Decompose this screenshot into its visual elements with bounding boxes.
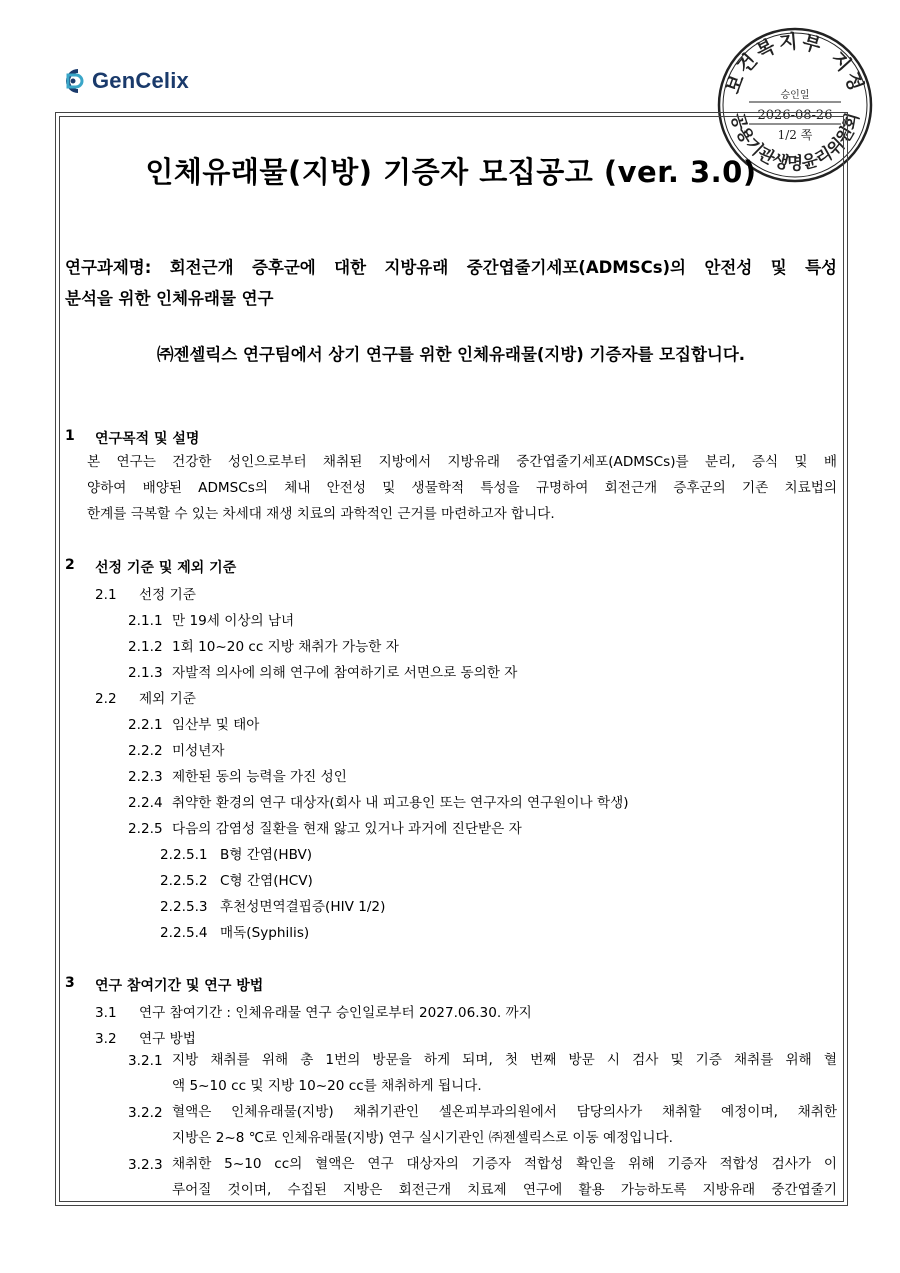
item-text: 연구 참여기간 : 인체유래물 연구 승인일로부터 2027.06.30. 까지 — [139, 1005, 532, 1021]
method-line: 지방은 2~8 ℃로 인체유래물(지방) 연구 실시기관인 ㈜젠셀릭스로 이동 예정입니다. — [172, 1130, 673, 1146]
item-number: 3.2.2 — [128, 1105, 163, 1121]
method-line: 혈액은 인체유래물(지방) 채취기관인 셀온피부과의원에서 담당의사가 채취할 예정이며, 채취한 — [172, 1104, 837, 1120]
item-number: 2.1 — [95, 587, 117, 603]
item-text: 취약한 환경의 연구 대상자(회사 내 피고용인 또는 연구자의 연구원이나 학생) — [172, 795, 629, 811]
paragraph-line: 한계를 극복할 수 있는 차세대 재생 치료의 과학적인 근거를 마련하고자 합니다. — [87, 506, 555, 522]
project-title-line-2: 분석을 위한 인체유래물 연구 — [65, 289, 274, 308]
seal-top-text: 보건복지부 지정 — [721, 30, 869, 97]
method-line: 액 5~10 cc 및 지방 10~20 cc를 채취하게 됩니다. — [172, 1078, 482, 1094]
item-text: 다음의 감염성 질환을 현재 앓고 있거나 과거에 진단받은 자 — [172, 821, 522, 837]
criteria-item — [128, 661, 517, 681]
item-number: 2.1.1 — [128, 613, 163, 629]
item-number: 2.1.3 — [128, 665, 163, 681]
disease-item — [160, 869, 313, 889]
item-number: 2.2.1 — [128, 717, 163, 733]
exclusion-item — [128, 739, 225, 759]
item-number: 3.2.1 — [128, 1053, 163, 1069]
seal-label: 승인일 — [780, 90, 810, 101]
paragraph-line: 양하여 배양된 ADMSCs의 체내 안전성 및 생물학적 특성을 규명하여 회전근개 증후군의 기존 치료법의 — [87, 480, 837, 496]
exclusion-item — [128, 765, 347, 785]
seal-bottom-text: 공용기관생명윤리위원회 — [726, 110, 864, 175]
page-title: 인체유래물(지방) 기증자 모집공고 (ver. 3.0) — [145, 155, 757, 189]
item-text: 후천성면역결핍증(HIV 1/2) — [220, 899, 386, 915]
section-number: 3 — [65, 975, 75, 991]
exclusion-item — [128, 713, 259, 733]
item-number: 2.2.5 — [128, 821, 163, 837]
paragraph-line: 본 연구는 건강한 성인으로부터 채취된 지방에서 지방유래 중간엽줄기세포(ADMSCs)를 분리, 증식 및 배 — [87, 454, 837, 470]
item-text: 자발적 의사에 의해 연구에 참여하기로 서면으로 동의한 자 — [172, 665, 518, 681]
item-text: 제외 기준 — [139, 691, 196, 707]
item-number: 2.2.2 — [128, 743, 163, 759]
criteria-item — [128, 635, 399, 655]
subsection-2-1 — [95, 583, 196, 603]
method-line: 지방 채취를 위해 총 1번의 방문을 하게 되며, 첫 번째 방문 시 검사 및 기증 채취를 위해 혈 — [172, 1052, 837, 1068]
project-title-line-1: 연구과제명: 회전근개 증후군에 대한 지방유래 중간엽줄기세포(ADMSCs)의 안전성 및 특성 — [65, 258, 837, 277]
item-number: 2.2.5.3 — [160, 899, 208, 915]
item-number: 2.2.5.4 — [160, 925, 208, 941]
section-title: 연구목적 및 설명 — [95, 431, 200, 447]
item-text: B형 간염(HBV) — [220, 847, 313, 863]
method-line: 루어질 것이며, 수집된 지방은 회전근개 치료제 연구에 활용 가능하도록 지방유래 중간엽줄기 — [172, 1182, 837, 1198]
item-number: 3.2.3 — [128, 1157, 163, 1173]
item-text: 제한된 동의 능력을 가진 성인 — [172, 769, 347, 785]
exclusion-item — [128, 817, 522, 837]
subsection-3-2 — [95, 1027, 196, 1047]
item-number: 2.2.3 — [128, 769, 163, 785]
disease-item — [160, 895, 385, 915]
item-number: 2.1.2 — [128, 639, 163, 655]
item-number: 2.2.5.2 — [160, 873, 208, 889]
subsection-2-2 — [95, 687, 196, 707]
item-text: 미성년자 — [172, 743, 225, 759]
section-number: 2 — [65, 557, 75, 573]
method-item — [172, 1099, 837, 1151]
item-number: 3.2 — [95, 1031, 117, 1047]
item-text: 1회 10~20 cc 지방 채취가 가능한 자 — [172, 639, 399, 655]
exclusion-item — [128, 791, 629, 811]
method-item — [172, 1151, 837, 1203]
item-number: 2.2.5.1 — [160, 847, 208, 863]
item-number: 3.1 — [95, 1005, 117, 1021]
item-text: C형 간염(HCV) — [220, 873, 313, 889]
section-1-paragraph — [87, 449, 837, 527]
project-title — [65, 252, 837, 314]
disease-item — [160, 921, 309, 941]
item-text: 매독(Syphilis) — [220, 925, 310, 941]
item-text: 만 19세 이상의 남녀 — [172, 613, 295, 629]
item-text: 임산부 및 태아 — [172, 717, 260, 733]
seal-page: 1/2 쪽 — [777, 128, 813, 142]
item-text: 연구 방법 — [139, 1031, 196, 1047]
section-title: 연구 참여기간 및 연구 방법 — [95, 978, 264, 994]
section-number: 1 — [65, 428, 75, 444]
subsection-3-1 — [95, 1001, 532, 1021]
item-text: 선정 기준 — [139, 587, 196, 603]
criteria-item — [128, 609, 294, 629]
company-logo — [58, 66, 189, 96]
item-number: 2.2.4 — [128, 795, 163, 811]
section-title: 선정 기준 및 제외 기준 — [95, 560, 237, 576]
item-number: 2.2 — [95, 691, 117, 707]
disease-item — [160, 843, 312, 863]
logo-text: GenCelix — [92, 68, 189, 93]
seal-date: 2026-08-26 — [757, 108, 833, 123]
recruitment-statement: ㈜젠셀릭스 연구팀에서 상기 연구를 위한 인체유래물(지방) 기증자를 모집합니다. — [156, 345, 746, 364]
method-item — [172, 1047, 837, 1099]
method-line: 채취한 5~10 cc의 혈액은 연구 대상자의 기증자 적합성 확인을 위해 기증자 적합성 검사가 이 — [172, 1156, 837, 1172]
gencelix-logo-icon — [58, 66, 88, 96]
